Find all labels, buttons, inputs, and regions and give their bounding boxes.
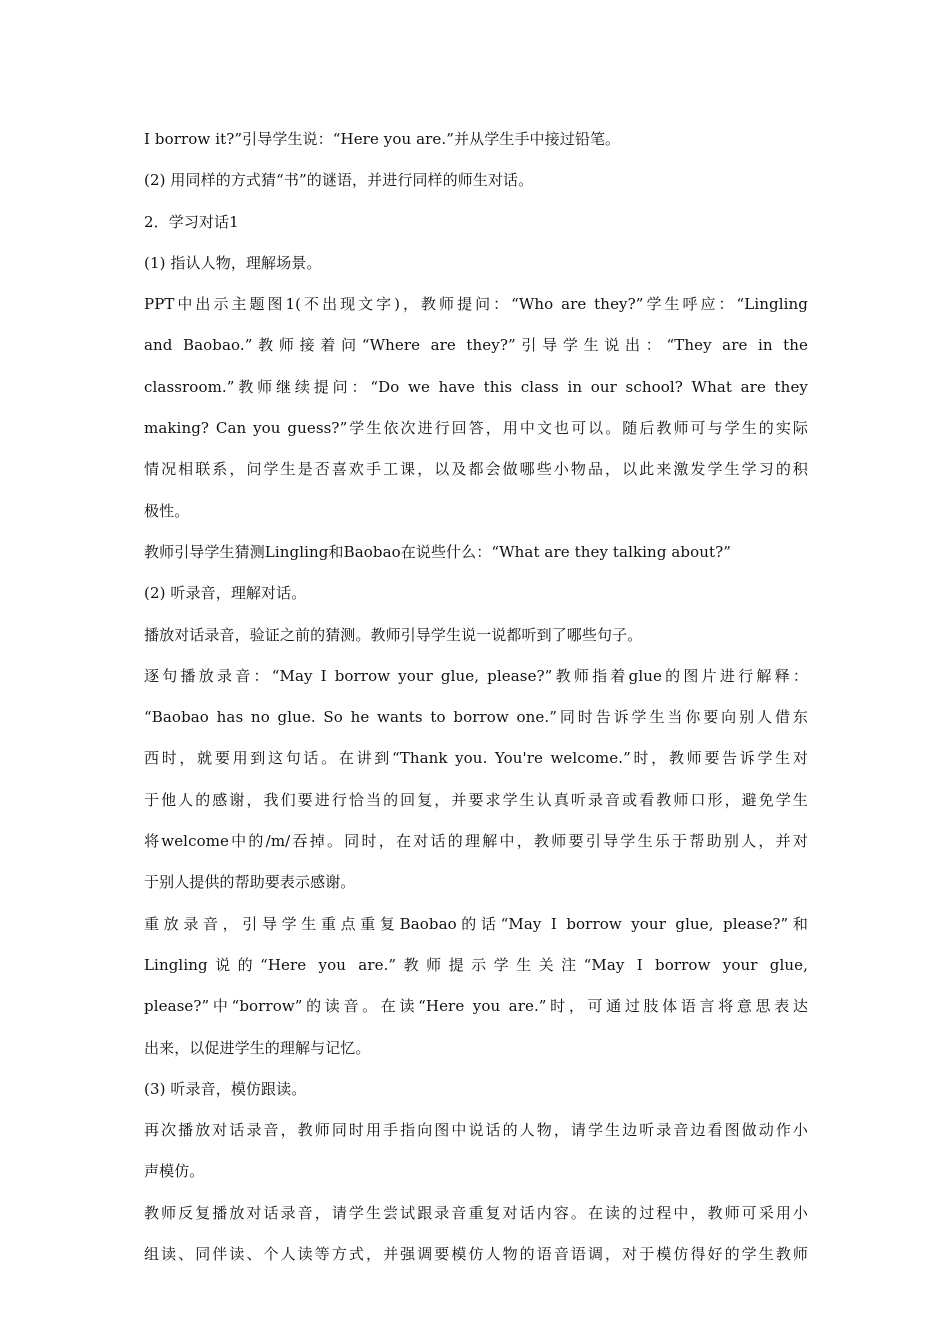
text-line: (2) 用同样的方式猜“书”的谜语，并进行同样的师生对话。: [144, 171, 534, 190]
text-line: 再次播放对话录音，教师同时用手指向图中说话的人物，请学生边听录音边看图做动作小: [144, 1121, 808, 1140]
text-line: making? Can you guess?”学生依次进行回答，用中文也可以。随后教师可与学生的实际: [144, 419, 808, 438]
document-body: [144, 119, 808, 1275]
text-line: 于他人的感谢，我们要进行恰当的回复，并要求学生认真听录音或看教师口形，避免学生: [144, 790, 808, 809]
text-line: 重放录音，引导学生重点重复Baobao的话“May I borrow your glue, please?”和: [144, 914, 808, 933]
text-line: (2) 听录音，理解对话。: [144, 584, 307, 603]
text-line: I borrow it?”引导学生说：“Here you are.”并从学生手中接过铅笔。: [144, 130, 621, 148]
text-line: (3) 听录音，模仿跟读。: [144, 1079, 307, 1098]
text-line: and Baobao.”教师接着问“Where are they?”引导学生说出：“They are in the: [144, 336, 808, 355]
text-line: 逐句播放录音：“May I borrow your glue, please?”教师指着glue的图片进行解释：: [144, 666, 808, 685]
text-line: 极性。: [144, 501, 190, 520]
text-line: please?”中“borrow”的读音。在读“Here you are.”时，可通过肢体语言将意思表达: [144, 997, 808, 1016]
text-line: 播放对话录音，验证之前的猜测。教师引导学生说一说都听到了哪些句子。: [144, 625, 643, 644]
text-line: 情况相联系，问学生是否喜欢手工课，以及都会做哪些小物品，以此来激发学生学习的积: [144, 460, 808, 479]
text-line: classroom.”教师继续提问：“Do we have this class in our school? What are they: [144, 377, 808, 396]
text-line: 于别人提供的帮助要表示感谢。: [144, 873, 356, 892]
text-line: (1) 指认人物，理解场景。: [144, 253, 322, 272]
text-line: 将welcome中的/m/吞掉。同时，在对话的理解中，教师要引导学生乐于帮助别人，并对: [144, 832, 808, 851]
text-line: 出来，以促进学生的理解与记忆。: [144, 1038, 371, 1057]
text-line: 教师反复播放对话录音，请学生尝试跟录音重复对话内容。在读的过程中，教师可采用小: [144, 1203, 808, 1222]
text-line: 声模仿。: [144, 1162, 205, 1181]
text-line: 2．学习对话1: [144, 212, 239, 231]
text-line: “Baobao has no glue. So he wants to borrow one.”同时告诉学生当你要向别人借东: [144, 708, 808, 727]
text-line: 组读、同伴读、个人读等方式，并强调要模仿人物的语音语调，对于模仿得好的学生教师: [144, 1245, 808, 1264]
text-line: PPT中出示主题图1(不出现文字)，教师提问：“Who are they?”学生呼应：“Lingling: [144, 295, 808, 314]
text-line: 西时，就要用到这句话。在讲到“Thank you. You're welcome.”时，教师要告诉学生对: [144, 749, 808, 768]
text-line: 教师引导学生猜测Lingling和Baobao在说些什么：“What are they talking about?”: [144, 542, 732, 561]
text-line: Lingling说的“Here you are.”教师提示学生关注“May I borrow your glue,: [144, 955, 808, 974]
